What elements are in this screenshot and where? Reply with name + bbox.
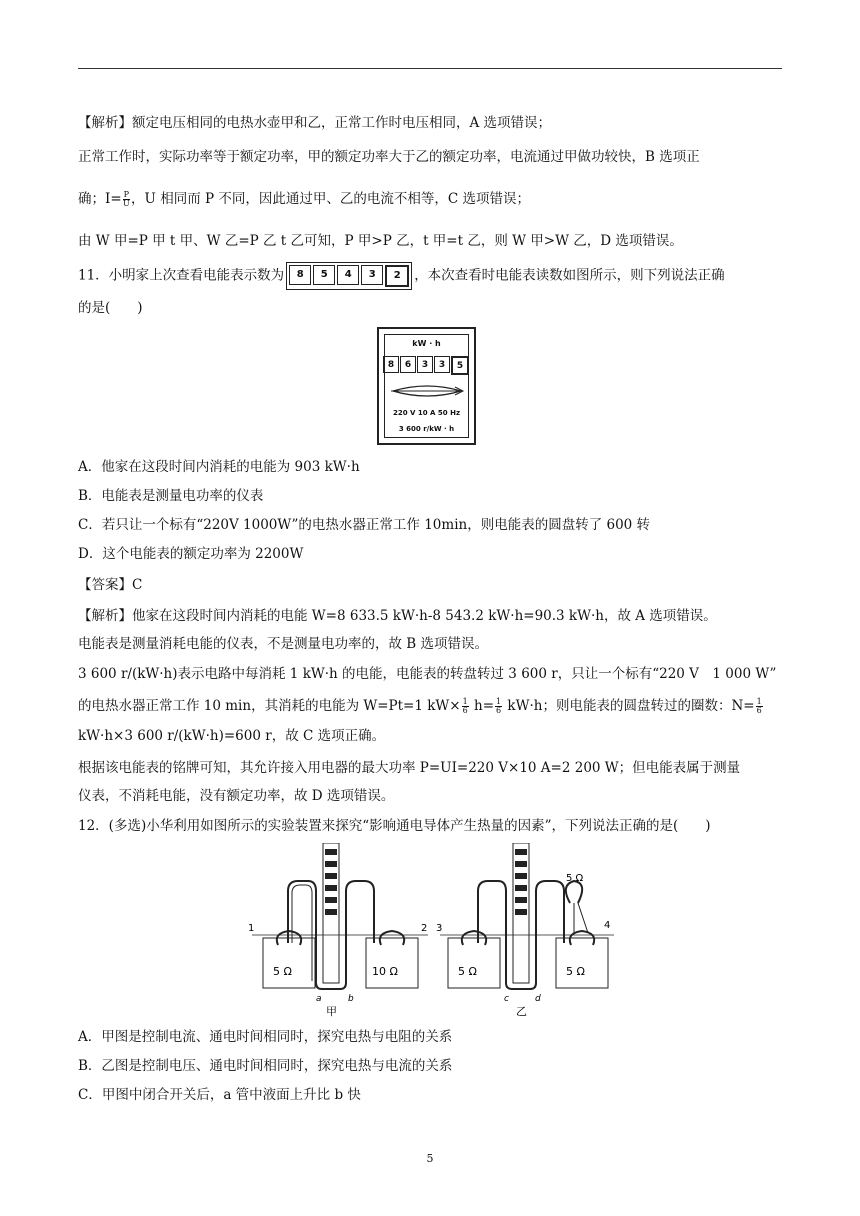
svg-text:10 Ω: 10 Ω: [372, 965, 398, 978]
page-number: 5: [426, 1152, 434, 1165]
fraction-p-over-u: $\frac{P}{U}$: [122, 190, 130, 208]
svg-text:2: 2: [421, 923, 428, 934]
svg-text:5 Ω: 5 Ω: [273, 965, 292, 978]
svg-text:d: d: [535, 994, 541, 1004]
option-d: D．这个电能表的额定功率为 2200W: [78, 546, 304, 562]
q12-option-c: C．甲图中闭合开关后，a 管中液面上升比 b 快: [78, 1087, 361, 1103]
svg-text:5 Ω: 5 Ω: [458, 965, 477, 978]
q12-option-b: B．乙图是控制电压、通电时间相同时，探究电热与电流的关系: [78, 1058, 453, 1074]
explanation-line: kW·h×3 600 r/(kW·h)=600 r，故 C 选项正确。: [78, 728, 386, 744]
svg-text:乙: 乙: [516, 1005, 527, 1018]
explanation-line: 电能表是测量消耗电能的仪表，不是测量电功率的，故 B 选项错误。: [78, 636, 489, 652]
explanation-line: 根据该电能表的铭牌可知，其允许接入用电器的最大功率 P=UI=220 V×10 A=2 200 W；但电能表属于测量: [78, 760, 741, 776]
option-c: C．若只让一个标有“220V 1000W”的电热水器正常工作 10min，则电能表的圆盘转了 600 转: [78, 517, 651, 533]
option-b: B．电能表是测量电功率的仪表: [78, 488, 264, 504]
svg-text:1: 1: [248, 923, 255, 934]
svg-text:甲: 甲: [326, 1005, 337, 1018]
analysis-line: 由 W 甲=P 甲 t 甲、W 乙=P 乙 t 乙可知，P 甲>P 乙，t 甲=t 乙，则 W 甲>W 乙，D 选项错误。: [78, 233, 683, 249]
analysis-line: 正常工作时，实际功率等于额定功率，甲的额定功率大于乙的额定功率，电流通过甲做功较快，B 选项正: [78, 149, 700, 165]
meter-digits: 8 6 3 3 5: [383, 356, 469, 375]
svg-text:3: 3: [436, 923, 443, 934]
svg-text:a: a: [316, 994, 322, 1004]
previous-meter-reading: 8 5 4 3 2: [286, 262, 412, 290]
meter-disc-icon: [389, 381, 465, 401]
svg-text:5 Ω: 5 Ω: [566, 873, 584, 884]
svg-text:4: 4: [604, 920, 611, 931]
analysis-line: 确；I= $\frac{P}{U}$ ，U 相同而 P 不同，因此通过甲、乙的电流不相等，C 选项错误；: [78, 190, 531, 208]
explanation-line: 仪表，不消耗电能，没有额定功率，故 D 选项错误。: [78, 788, 395, 804]
question-11: 11．小明家上次查看电能表示数为 8 5 4 3 2 ，本次查看时电能表读数如图所示，则下列说法正确: [78, 262, 725, 290]
answer-line: 【答案】C: [78, 577, 143, 593]
explanation-line: 3 600 r/(kW·h)表示电路中每消耗 1 kW·h 的电能，电能表的转盘转过 3 600 r，只让一个标有“220 V 1 000 W”: [78, 666, 777, 682]
analysis-line: 【解析】额定电压相同的电热水壶甲和乙，正常工作时电压相同，A 选项错误；: [78, 115, 552, 131]
svg-text:5 Ω: 5 Ω: [566, 965, 585, 978]
q12-option-a: A．甲图是控制电流、通电时间相同时，探究电热与电阻的关系: [78, 1029, 453, 1045]
option-a: A．他家在这段时间内消耗的电能为 903 kW·h: [78, 459, 360, 475]
svg-text:c: c: [504, 994, 509, 1004]
svg-text:b: b: [348, 994, 354, 1004]
electric-meter-figure: kW · h 8 6 3 3 5 220 V 10 A 50 Hz 3 600 r/kW · h: [377, 327, 476, 445]
explanation-line: 的电热水器正常工作 10 min，其消耗的电能为 W=Pt=1 kW× $\frac{1}{6}$ h= $\frac{1}{6}$ kW·h；则电能表的圆盘转过的圈数：N= $\frac{1}{6}$: [78, 697, 762, 715]
header-rule: [78, 68, 782, 69]
question-12: 12．(多选)小华利用如图所示的实验装置来探究“影响通电导体产生热量的因素”，下列说法正确的是( ): [78, 818, 711, 834]
explanation-line: 【解析】他家在这段时间内消耗的电能 W=8 633.5 kW·h-8 543.2 kW·h=90.3 kW·h，故 A 选项错误。: [78, 608, 717, 624]
joule-heating-apparatus-figure: [248, 843, 618, 1018]
question-11-tail: 的是( ): [78, 300, 143, 316]
